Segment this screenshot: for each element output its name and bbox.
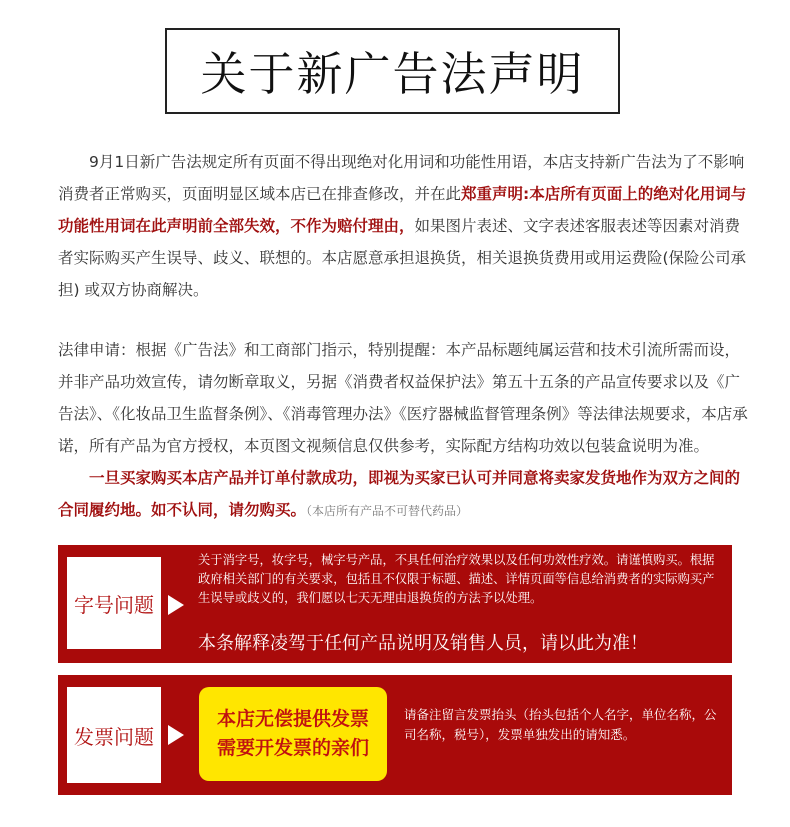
- triangle-arrow-icon: [168, 595, 184, 615]
- statement-body: [58, 146, 748, 527]
- legal-paragraph: 法律申请：根据《广告法》和工商部门指示，特别提醒：本产品标题纯属运营和技术引流所需而设，并非产品功效宣传，请勿断章取义，另据《消费者权益保护法》第五十五条的产品宣传要求以及《广告法》、《化妆品卫生监督条例》、《消毒管理办法》《医疗器械监督管理条例》等法律法规要求，本店承诺，所有产品为官方授权，本页图文视频信息仅供参考，实际配方结构功效以包装盒说明为准。: [58, 341, 748, 455]
- free-invoice-badge: [199, 687, 387, 781]
- invoice-issue-label: 发票问题: [67, 687, 161, 783]
- free-invoice-line2: 需要开发票的亲们: [216, 737, 369, 759]
- license-issue-notice: 本条解释凌驾于任何产品说明及销售人员，请以此为准！: [198, 633, 648, 654]
- statement-paragraph: [58, 146, 748, 306]
- statement-text: 9月1日新广告法规定所有页面不得出现绝对化用词和功能性用语，本店支持新广告法为了不影响消费者正常购买，页面明显区域本店已在排查修改，并在此: [58, 153, 745, 203]
- page-title: 关于新广告法声明: [165, 28, 620, 114]
- contract-paragraph: [58, 462, 748, 527]
- triangle-arrow-icon: [168, 725, 184, 745]
- contract-emphasis: 一旦买家购买本店产品并订单付款成功，即视为买家已认可并同意将卖家发货地作为双方之间的合同履约地。如不认同，请勿购买。: [58, 469, 741, 519]
- invoice-instruction-text: 请备注留言发票抬头（抬头包括个人名字，单位名称，公司名称，税号），发票单独发出的请知悉。: [404, 707, 717, 742]
- license-issue-label: 字号问题: [67, 557, 161, 649]
- invoice-panel: [58, 675, 732, 795]
- statement-emphasis: 郑重声明:本店所有页面上的绝对化用词与功能性用词在此声明前全部失效，不作为赔付理由，: [58, 185, 747, 235]
- license-issue-text: 关于消字号，妆字号，械字号产品，不具任何治疗效果以及任何功效性疗效。请谨慎购买。根据政府相关部门的有关要求，包括且不仅限于标题、描述、详情页面等信息给消费者的实际购买产生误导或歧义的，我们愿以七天无理由退换货的方法予以处理。: [198, 553, 715, 605]
- license-number-panel: [58, 545, 732, 663]
- drug-note: （本店所有产品不可替代药品）: [306, 504, 469, 518]
- statement-text-continued: 如果图片表述、文字表述客服表述等因素对消费者实际购买产生误导、歧义、联想的。本店愿意承担退换货，相关退换货费用或用运费险(保险公司承担) 或双方协商解决。: [58, 217, 747, 299]
- free-invoice-line1: 本店无偿提供发票: [216, 708, 369, 730]
